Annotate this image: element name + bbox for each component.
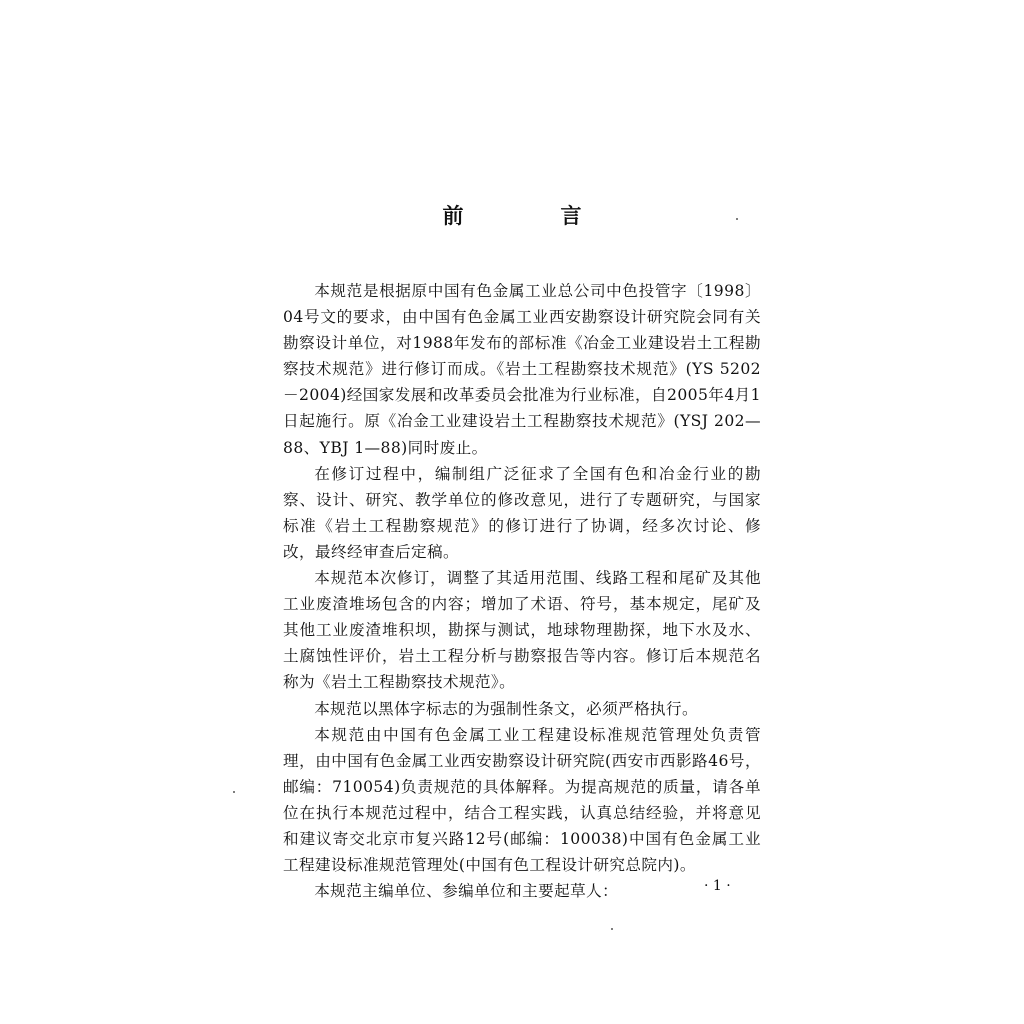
paragraph: 本规范主编单位、参编单位和主要起草人： [314,882,619,901]
scan-speck [611,928,613,930]
paragraph: 本规范以黑体字标志的为强制性条文，必须严格执行。 [314,699,699,718]
paragraph: 本规范本次修订，调整了其适用范围、线路工程和尾矿及其他工业废渣堆场包含的内容；增加了术语、符号，基本规定，尾矿及其他工业废渣堆积坝，勘探与测试，地球物理勘探，地下水及水、土腐蚀性评价，岩土工程分析与勘察报告等内容。修订后本规范名称为《岩土工程勘察技术规范》。 [283,569,761,692]
paragraph: 本规范是根据原中国有色金属工业总公司中色投管字〔1998〕04号文的要求，由中国有色金属工业西安勘察设计研究院会同有关勘察设计单位，对1988年发布的部标准《冶金工业建设岩土工程勘察技术规范》进行修订而成。《岩土工程勘察技术规范》(YS 5202－2004)经国家发展和改革委员会批准为行业标准，自2005年4月1日起施行。原《冶金工业建设岩土工程勘察技术规范》(YSJ 202—88、YBJ 1—88)同时废止。 [283,282,761,457]
paragraph: 在修订过程中，编制组广泛征求了全国有色和冶金行业的勘察、设计、研究、教学单位的修改意见，进行了专题研究，与国家标准《岩土工程勘察规范》的修订进行了协调，经多次讨论、修改，最终经审查后定稿。 [283,464,761,561]
scan-speck [736,218,738,220]
paragraph: 本规范由中国有色金属工业工程建设标准规范管理处负责管理，由中国有色金属工业西安勘察设计研究院(西安市西影路46号，邮编：710054)负责规范的具体解释。为提高规范的质量，请各单位在执行本规范过程中，结合工程实践，认真总结经验，并将意见和建议寄交北京市复兴路12号(邮编：100038)中国有色金属工业工程建设标准规范管理处(中国有色工程设计研究总院内)。 [283,725,761,875]
page-title: 前 言 [442,204,620,228]
page-number: · 1 · [704,878,731,894]
body-text [283,278,761,904]
scan-speck [233,791,235,793]
